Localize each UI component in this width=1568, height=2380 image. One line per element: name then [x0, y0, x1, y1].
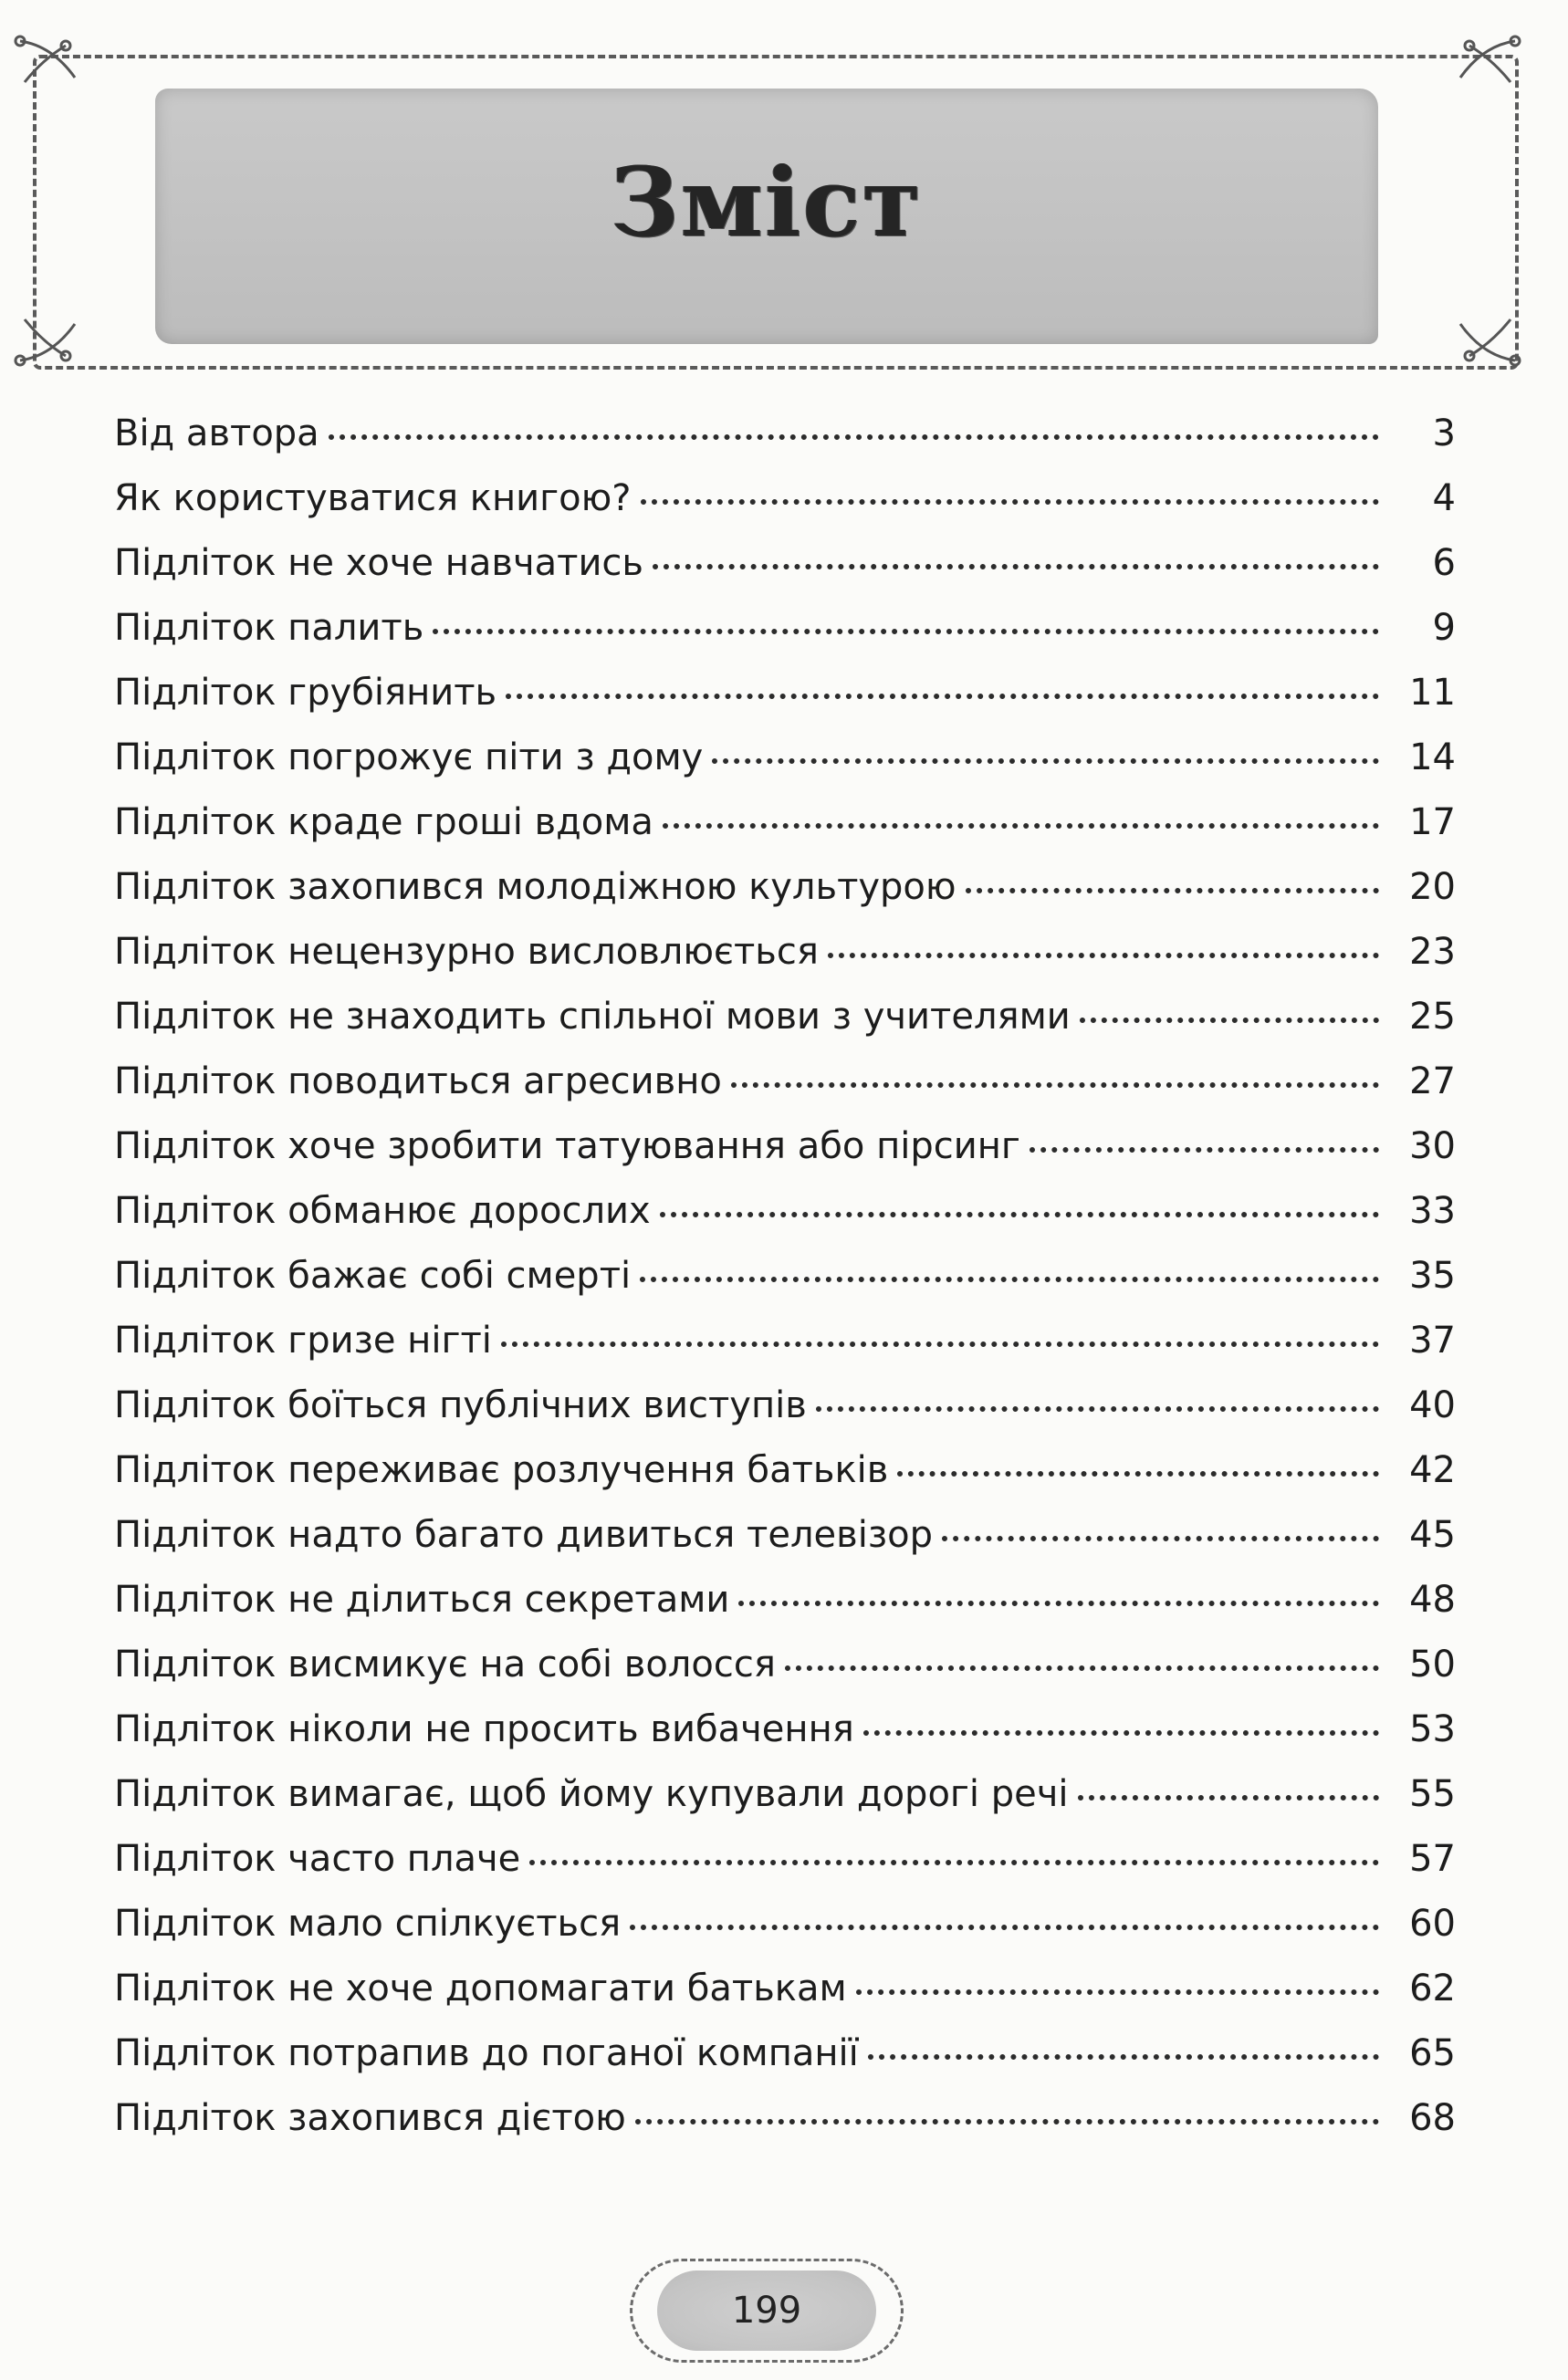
dot-leader [828, 953, 1379, 958]
toc-entry[interactable] [114, 1320, 1456, 1384]
toc-entry-title: Підліток надто багато дивиться телевізор [114, 1514, 933, 1556]
toc-entry-page: 60 [1409, 1903, 1456, 1945]
toc-entry-title: Підліток переживає розлучення батьків [114, 1449, 889, 1491]
toc-entry-title: Підліток не хоче допомагати батькам [114, 1968, 847, 2009]
toc-entry-page: 27 [1409, 1060, 1456, 1102]
dot-leader [863, 1730, 1379, 1736]
dot-leader [785, 1665, 1379, 1671]
toc-entry[interactable] [114, 1579, 1456, 1644]
toc-entry-title: Підліток бажає собі смерті [114, 1255, 632, 1297]
toc-entry-page: 23 [1409, 931, 1456, 973]
toc-entry[interactable] [114, 1903, 1456, 1968]
dot-leader [856, 1989, 1379, 1995]
table-of-contents [114, 412, 1456, 2162]
toc-entry-page: 9 [1432, 607, 1456, 649]
dot-leader [329, 434, 1379, 440]
toc-entry-page: 17 [1409, 801, 1456, 843]
toc-entry-page: 6 [1432, 542, 1456, 584]
toc-entry-page: 40 [1409, 1384, 1456, 1426]
toc-entry-title: Підліток захопився дієтою [114, 2097, 626, 2139]
toc-entry-title: Підліток захопився молодіжною культурою [114, 866, 956, 908]
toc-entry[interactable] [114, 1449, 1456, 1514]
toc-entry[interactable] [114, 931, 1456, 996]
toc-entry[interactable] [114, 607, 1456, 672]
toc-entry[interactable] [114, 477, 1456, 542]
dot-leader [712, 758, 1379, 764]
toc-entry-page: 4 [1432, 477, 1456, 519]
dot-leader [529, 1860, 1379, 1865]
toc-entry-page: 14 [1409, 736, 1456, 778]
toc-entry-title: Підліток часто плаче [114, 1838, 521, 1880]
dot-leader [1030, 1147, 1379, 1153]
toc-entry-title: Підліток палить [114, 607, 424, 649]
toc-entry-title: Підліток грубіянить [114, 672, 497, 714]
toc-entry-title: Підліток краде гроші вдома [114, 801, 653, 843]
stitch-ornament-icon [2, 283, 93, 374]
toc-entry-page: 48 [1409, 1579, 1456, 1621]
dot-leader [942, 1536, 1379, 1541]
toc-entry[interactable] [114, 1773, 1456, 1838]
dot-leader [897, 1471, 1379, 1477]
toc-entry[interactable] [114, 1644, 1456, 1708]
toc-entry-title: Підліток погрожує піти з дому [114, 736, 704, 778]
toc-entry[interactable] [114, 1255, 1456, 1320]
dot-leader [653, 564, 1379, 569]
dot-leader [641, 499, 1379, 505]
toc-entry-title: Підліток вимагає, щоб йому купували дорогі речі [114, 1773, 1069, 1815]
toc-entry[interactable] [114, 1125, 1456, 1190]
dot-leader [663, 823, 1379, 829]
toc-entry-title: Підліток гризе нігті [114, 1320, 492, 1362]
toc-entry-title: Підліток потрапив до поганої компанії [114, 2032, 859, 2074]
toc-entry[interactable] [114, 1514, 1456, 1579]
page-title: Зміст [610, 146, 924, 258]
toc-entry-title: Підліток не хоче навчатись [114, 542, 643, 584]
toc-entry-page: 62 [1409, 1968, 1456, 2009]
toc-entry-page: 35 [1409, 1255, 1456, 1297]
toc-entry-title: Підліток хоче зробити татуювання або пірсинг [114, 1125, 1020, 1167]
toc-entry-page: 25 [1409, 996, 1456, 1038]
dot-leader [731, 1082, 1379, 1088]
toc-entry[interactable] [114, 542, 1456, 607]
toc-entry-title: Підліток боїться публічних виступів [114, 1384, 807, 1426]
toc-entry[interactable] [114, 736, 1456, 801]
dot-leader [501, 1341, 1379, 1347]
dot-leader [1080, 1018, 1379, 1023]
toc-entry-page: 68 [1409, 2097, 1456, 2139]
toc-entry-title: Підліток нецензурно висловлюється [114, 931, 819, 973]
toc-entry-page: 37 [1409, 1320, 1456, 1362]
toc-entry[interactable] [114, 1384, 1456, 1449]
toc-entry-title: Підліток обманює дорослих [114, 1190, 651, 1232]
toc-entry-page: 53 [1409, 1708, 1456, 1750]
toc-entry-title: Підліток не ділиться секретами [114, 1579, 730, 1621]
toc-entry[interactable] [114, 672, 1456, 736]
dot-leader [868, 2054, 1379, 2060]
toc-entry-title: Підліток не знаходить спільної мови з учителями [114, 996, 1071, 1038]
toc-entry[interactable] [114, 1838, 1456, 1903]
toc-entry-page: 50 [1409, 1644, 1456, 1686]
toc-entry-page: 11 [1409, 672, 1456, 714]
toc-entry[interactable] [114, 866, 1456, 931]
toc-entry-page: 33 [1409, 1190, 1456, 1232]
toc-entry[interactable] [114, 2097, 1456, 2162]
toc-entry-page: 65 [1409, 2032, 1456, 2074]
toc-entry-title: Підліток мало спілкується [114, 1903, 622, 1945]
toc-entry-page: 42 [1409, 1449, 1456, 1491]
page-number: 199 [657, 2270, 876, 2351]
stitch-ornament-icon [2, 27, 93, 119]
toc-entry[interactable] [114, 1968, 1456, 2032]
dot-leader [640, 1277, 1379, 1282]
dot-leader [635, 2119, 1379, 2124]
toc-entry-title: Підліток поводиться агресивно [114, 1060, 722, 1102]
toc-entry[interactable] [114, 2032, 1456, 2097]
dot-leader [433, 629, 1379, 634]
toc-entry[interactable] [114, 1708, 1456, 1773]
toc-entry-title: Як користуватися книгою? [114, 477, 632, 519]
toc-entry[interactable] [114, 1060, 1456, 1125]
toc-entry-page: 55 [1409, 1773, 1456, 1815]
dot-leader [630, 1925, 1379, 1930]
stitch-ornament-icon [1442, 27, 1533, 119]
dot-leader [660, 1212, 1379, 1217]
toc-entry-page: 20 [1409, 866, 1456, 908]
dot-leader [966, 888, 1379, 893]
toc-entry[interactable] [114, 801, 1456, 866]
toc-entry-title: Підліток ніколи не просить вибачення [114, 1708, 854, 1750]
dot-leader [738, 1601, 1379, 1606]
toc-entry-title: Від автора [114, 412, 319, 454]
toc-entry-page: 30 [1409, 1125, 1456, 1167]
toc-entry-title: Підліток висмикує на собі волосся [114, 1644, 776, 1686]
stitch-ornament-icon [1442, 283, 1533, 374]
toc-entry-page: 57 [1409, 1838, 1456, 1880]
toc-entry[interactable] [114, 1190, 1456, 1255]
dot-leader [1078, 1795, 1379, 1801]
dot-leader [816, 1406, 1379, 1412]
toc-entry-page: 3 [1432, 412, 1456, 454]
toc-entry[interactable] [114, 996, 1456, 1060]
toc-entry[interactable] [114, 412, 1456, 477]
dot-leader [506, 694, 1379, 699]
toc-entry-page: 45 [1409, 1514, 1456, 1556]
